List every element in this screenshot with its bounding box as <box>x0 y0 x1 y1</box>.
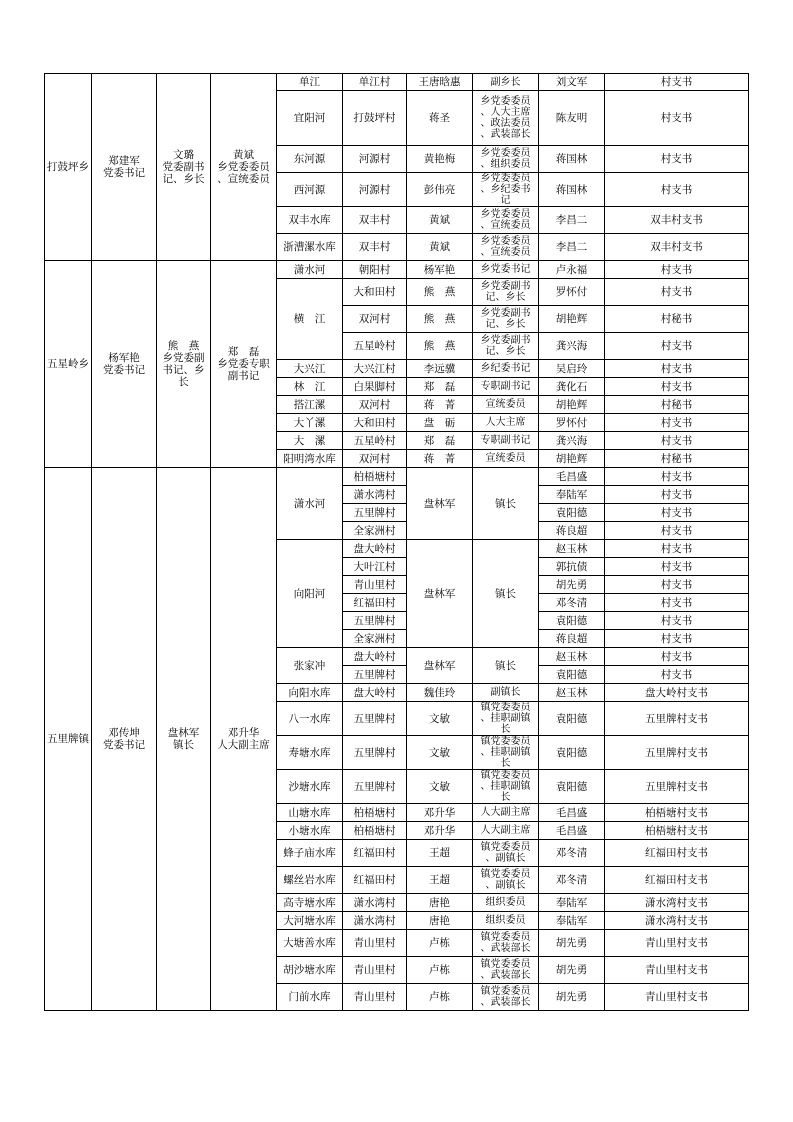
leader-cell: 文敏 <box>407 770 473 804</box>
leader-cell: 邓升华 <box>407 822 473 840</box>
village-cell: 红福田村 <box>343 867 407 894</box>
village-role-cell: 村秘书 <box>605 306 749 333</box>
village-person-cell: 袁阳德 <box>539 736 605 770</box>
reservoir-cell: 向阳河 <box>277 540 343 648</box>
village-role-cell: 五里牌村支书 <box>605 736 749 770</box>
reservoir-cell: 小塘水库 <box>277 822 343 840</box>
village-person-cell: 卢永福 <box>539 261 605 279</box>
town-name-cell: 五里牌镇 <box>45 468 92 1011</box>
leader-title-cell: 乡党委委员 、组织委员 <box>473 146 539 173</box>
town-deputy-cell: 熊 燕 乡党委副 书记、乡 长 <box>157 261 211 468</box>
village-cell: 五里牌村 <box>343 504 407 522</box>
village-cell: 青山里村 <box>343 984 407 1011</box>
village-cell: 五里牌村 <box>343 736 407 770</box>
village-role-cell: 村支书 <box>605 540 749 558</box>
leader-cell: 郑 磊 <box>407 432 473 450</box>
village-cell: 双河村 <box>343 306 407 333</box>
village-cell: 潇水湾村 <box>343 912 407 930</box>
leader-cell: 卢栋 <box>407 984 473 1011</box>
leader-title-cell: 镇党委委员 、挂职副镇 长 <box>473 736 539 770</box>
village-role-cell: 村支书 <box>605 594 749 612</box>
leader-cell: 邓升华 <box>407 804 473 822</box>
leader-cell: 盘林军 <box>407 540 473 648</box>
village-cell: 柏梧塘村 <box>343 468 407 486</box>
village-role-cell: 盘大岭村支书 <box>605 684 749 702</box>
town-name-cell: 打鼓坪乡 <box>45 74 92 261</box>
village-person-cell: 赵玉林 <box>539 684 605 702</box>
village-role-cell: 双丰村支书 <box>605 234 749 261</box>
leader-title-cell: 镇长 <box>473 648 539 684</box>
village-role-cell: 村支书 <box>605 666 749 684</box>
leader-title-cell: 副镇长 <box>473 684 539 702</box>
leader-cell: 彭伟亮 <box>407 173 473 207</box>
village-person-cell: 胡先勇 <box>539 984 605 1011</box>
village-cell: 大和田村 <box>343 279 407 306</box>
reservoir-cell: 大丫漯 <box>277 414 343 432</box>
reservoir-cell: 门前水库 <box>277 984 343 1011</box>
village-cell: 双河村 <box>343 396 407 414</box>
village-cell: 打鼓坪村 <box>343 91 407 146</box>
table-row <box>45 261 749 279</box>
town-deputy-cell: 文璐 党委副书 记、乡长 <box>157 74 211 261</box>
reservoir-cell: 宜阳河 <box>277 91 343 146</box>
leader-title-cell: 乡党委副书 记、乡长 <box>473 306 539 333</box>
leader-title-cell: 人大主席 <box>473 414 539 432</box>
reservoir-cell: 大 漯 <box>277 432 343 450</box>
village-person-cell: 奉陆军 <box>539 894 605 912</box>
village-cell: 五里牌村 <box>343 702 407 736</box>
village-person-cell: 袁阳德 <box>539 612 605 630</box>
leader-cell: 唐艳 <box>407 894 473 912</box>
reservoir-cell: 阳明湾水库 <box>277 450 343 468</box>
reservoir-cell: 八一水库 <box>277 702 343 736</box>
village-person-cell: 李昌二 <box>539 207 605 234</box>
village-person-cell: 袁阳德 <box>539 770 605 804</box>
leader-cell: 熊 燕 <box>407 279 473 306</box>
town-deputy2-cell: 黄斌 乡党委委员 、宣统委员 <box>211 74 277 261</box>
village-person-cell: 蒋良超 <box>539 630 605 648</box>
village-person-cell: 袁阳德 <box>539 702 605 736</box>
village-person-cell: 胡先勇 <box>539 930 605 957</box>
leader-title-cell: 镇党委委员 、武装部长 <box>473 930 539 957</box>
village-role-cell: 青山里村支书 <box>605 957 749 984</box>
leader-title-cell: 人大副主席 <box>473 804 539 822</box>
leader-title-cell: 组织委员 <box>473 912 539 930</box>
reservoir-cell: 潇水河 <box>277 468 343 540</box>
village-role-cell: 村支书 <box>605 261 749 279</box>
leader-title-cell: 镇党委委员 、副镇长 <box>473 840 539 867</box>
leader-cell: 王超 <box>407 840 473 867</box>
reservoir-cell: 山塘水库 <box>277 804 343 822</box>
village-person-cell: 龚兴海 <box>539 333 605 360</box>
village-role-cell: 村支书 <box>605 91 749 146</box>
village-cell: 河源村 <box>343 173 407 207</box>
village-role-cell: 五里牌村支书 <box>605 702 749 736</box>
town-deputy2-cell: 邓升华 人大副主席 <box>211 468 277 1011</box>
village-cell: 五里牌村 <box>343 666 407 684</box>
leader-title-cell: 乡党委委员 、宣统委员 <box>473 234 539 261</box>
village-cell: 全家洲村 <box>343 630 407 648</box>
village-person-cell: 龚兴海 <box>539 432 605 450</box>
village-person-cell: 李昌二 <box>539 234 605 261</box>
village-role-cell: 村支书 <box>605 486 749 504</box>
village-role-cell: 村支书 <box>605 378 749 396</box>
reservoir-cell: 胡沙塘水库 <box>277 957 343 984</box>
reservoir-cell: 蜂子庙水库 <box>277 840 343 867</box>
leader-title-cell: 副乡长 <box>473 74 539 91</box>
village-cell: 盘大岭村 <box>343 540 407 558</box>
town-deputy2-cell: 郑 磊 乡党委专职 副书记 <box>211 261 277 468</box>
reservoir-cell: 浙漕漯水库 <box>277 234 343 261</box>
leader-cell: 魏佳玲 <box>407 684 473 702</box>
village-role-cell: 村支书 <box>605 333 749 360</box>
village-role-cell: 村支书 <box>605 432 749 450</box>
village-cell: 红福田村 <box>343 594 407 612</box>
leader-title-cell: 镇党委委员 、武装部长 <box>473 984 539 1011</box>
leader-cell: 蒋圣 <box>407 91 473 146</box>
village-cell: 白果脚村 <box>343 378 407 396</box>
leader-cell: 黄艳梅 <box>407 146 473 173</box>
leader-cell: 蒋 菁 <box>407 450 473 468</box>
village-person-cell: 邓冬清 <box>539 867 605 894</box>
village-person-cell: 袁阳德 <box>539 504 605 522</box>
leader-title-cell: 人大副主席 <box>473 822 539 840</box>
village-cell: 柏梧塘村 <box>343 822 407 840</box>
reservoir-cell: 潇水河 <box>277 261 343 279</box>
village-cell: 盘大岭村 <box>343 684 407 702</box>
reservoir-cell: 大塘善水库 <box>277 930 343 957</box>
village-role-cell: 村支书 <box>605 504 749 522</box>
village-person-cell: 胡艳辉 <box>539 306 605 333</box>
village-cell: 潇水湾村 <box>343 894 407 912</box>
reservoir-cell: 向阳水库 <box>277 684 343 702</box>
village-cell: 大兴江村 <box>343 360 407 378</box>
reservoir-cell: 双丰水库 <box>277 207 343 234</box>
village-cell: 五星岭村 <box>343 333 407 360</box>
reservoir-cell: 螺丝岩水库 <box>277 867 343 894</box>
leader-cell: 蒋 菁 <box>407 396 473 414</box>
leader-title-cell: 镇党委委员 、挂职副镇 长 <box>473 702 539 736</box>
leader-title-cell: 专职副书记 <box>473 378 539 396</box>
village-role-cell: 青山里村支书 <box>605 984 749 1011</box>
village-role-cell: 村支书 <box>605 360 749 378</box>
village-cell: 柏梧塘村 <box>343 804 407 822</box>
town-deputy-cell: 盘林军 镇长 <box>157 468 211 1011</box>
village-person-cell: 赵玉林 <box>539 540 605 558</box>
leader-cell: 卢栋 <box>407 930 473 957</box>
village-person-cell: 毛昌盛 <box>539 468 605 486</box>
leader-title-cell: 乡纪委书记 <box>473 360 539 378</box>
village-role-cell: 村支书 <box>605 146 749 173</box>
town-secretary-cell: 郑建军 党委书记 <box>92 74 157 261</box>
village-role-cell: 村支书 <box>605 173 749 207</box>
village-cell: 大和田村 <box>343 414 407 432</box>
village-person-cell: 奉陆军 <box>539 912 605 930</box>
village-cell: 河源村 <box>343 146 407 173</box>
leader-cell: 唐艳 <box>407 912 473 930</box>
village-role-cell: 村支书 <box>605 74 749 91</box>
village-role-cell: 村支书 <box>605 576 749 594</box>
village-cell: 红福田村 <box>343 840 407 867</box>
village-cell: 五里牌村 <box>343 612 407 630</box>
leader-title-cell: 宣统委员 <box>473 450 539 468</box>
town-secretary-cell: 杨军艳 党委书记 <box>92 261 157 468</box>
village-role-cell: 双丰村支书 <box>605 207 749 234</box>
village-person-cell: 毛昌盛 <box>539 804 605 822</box>
village-cell: 潇水湾村 <box>343 486 407 504</box>
village-person-cell: 胡艳辉 <box>539 450 605 468</box>
village-role-cell: 村支书 <box>605 468 749 486</box>
leader-title-cell: 乡党委副书 记、乡长 <box>473 279 539 306</box>
village-person-cell: 胡先勇 <box>539 957 605 984</box>
leader-cell: 黄斌 <box>407 207 473 234</box>
leader-title-cell: 镇党委委员 、挂职副镇 长 <box>473 770 539 804</box>
village-role-cell: 村秘书 <box>605 396 749 414</box>
village-cell: 五星岭村 <box>343 432 407 450</box>
village-person-cell: 蒋良超 <box>539 522 605 540</box>
village-cell: 单江村 <box>343 74 407 91</box>
leader-cell: 李远骥 <box>407 360 473 378</box>
village-role-cell: 五里牌村支书 <box>605 770 749 804</box>
leader-title-cell: 镇党委委员 、武装部长 <box>473 957 539 984</box>
village-role-cell: 村秘书 <box>605 450 749 468</box>
village-person-cell: 陈友明 <box>539 91 605 146</box>
village-role-cell: 村支书 <box>605 279 749 306</box>
village-role-cell: 潇水湾村支书 <box>605 894 749 912</box>
leader-title-cell: 乡党委书记 <box>473 261 539 279</box>
leader-title-cell: 乡党委副书 记、乡长 <box>473 333 539 360</box>
village-person-cell: 罗怀付 <box>539 414 605 432</box>
village-role-cell: 红福田村支书 <box>605 840 749 867</box>
reservoir-responsibility-table <box>44 73 749 1011</box>
village-person-cell: 奉陆军 <box>539 486 605 504</box>
reservoir-cell: 东河源 <box>277 146 343 173</box>
reservoir-cell: 大兴江 <box>277 360 343 378</box>
village-cell: 青山里村 <box>343 957 407 984</box>
village-person-cell: 毛昌盛 <box>539 822 605 840</box>
reservoir-cell: 张家冲 <box>277 648 343 684</box>
reservoir-cell: 林 江 <box>277 378 343 396</box>
table-row <box>45 468 749 486</box>
leader-title-cell: 镇长 <box>473 468 539 540</box>
village-cell: 大叶江村 <box>343 558 407 576</box>
village-cell: 五里牌村 <box>343 770 407 804</box>
village-person-cell: 吴启玲 <box>539 360 605 378</box>
leader-cell: 盘林军 <box>407 648 473 684</box>
leader-title-cell: 镇长 <box>473 540 539 648</box>
village-person-cell: 赵玉林 <box>539 648 605 666</box>
reservoir-cell: 寿塘水库 <box>277 736 343 770</box>
village-person-cell: 邓冬清 <box>539 594 605 612</box>
village-person-cell: 胡先勇 <box>539 576 605 594</box>
town-name-cell: 五星岭乡 <box>45 261 92 468</box>
village-cell: 双丰村 <box>343 207 407 234</box>
reservoir-cell: 大河塘水库 <box>277 912 343 930</box>
village-person-cell: 邓冬清 <box>539 840 605 867</box>
village-role-cell: 柏梧塘村支书 <box>605 804 749 822</box>
village-person-cell: 罗怀付 <box>539 279 605 306</box>
village-cell: 双丰村 <box>343 234 407 261</box>
village-person-cell: 蒋国林 <box>539 146 605 173</box>
leader-cell: 黄斌 <box>407 234 473 261</box>
village-cell: 青山里村 <box>343 930 407 957</box>
leader-cell: 郑 磊 <box>407 378 473 396</box>
village-role-cell: 村支书 <box>605 630 749 648</box>
village-cell: 全家洲村 <box>343 522 407 540</box>
leader-title-cell: 乡党委委员 、人大主席 、政法委员 、武装部长 <box>473 91 539 146</box>
village-role-cell: 村支书 <box>605 612 749 630</box>
reservoir-cell: 沙塘水库 <box>277 770 343 804</box>
village-role-cell: 潇水湾村支书 <box>605 912 749 930</box>
village-person-cell: 郭抗债 <box>539 558 605 576</box>
village-role-cell: 村支书 <box>605 414 749 432</box>
reservoir-cell: 单江 <box>277 74 343 91</box>
town-secretary-cell: 邓传坤 党委书记 <box>92 468 157 1011</box>
village-role-cell: 村支书 <box>605 558 749 576</box>
leader-cell: 杨军艳 <box>407 261 473 279</box>
leader-title-cell: 宣统委员 <box>473 396 539 414</box>
leader-cell: 王唐晗惠 <box>407 74 473 91</box>
village-cell: 朝阳村 <box>343 261 407 279</box>
leader-cell: 盘 砺 <box>407 414 473 432</box>
leader-title-cell: 乡党委委员 、乡纪委书 记 <box>473 173 539 207</box>
leader-title-cell: 镇党委委员 、副镇长 <box>473 867 539 894</box>
reservoir-cell: 横 江 <box>277 279 343 360</box>
village-person-cell: 胡艳辉 <box>539 396 605 414</box>
village-role-cell: 村支书 <box>605 648 749 666</box>
reservoir-cell: 搭江漯 <box>277 396 343 414</box>
leader-cell: 卢栋 <box>407 957 473 984</box>
leader-cell: 王超 <box>407 867 473 894</box>
village-cell: 双河村 <box>343 450 407 468</box>
leader-cell: 熊 燕 <box>407 333 473 360</box>
table-row <box>45 74 749 91</box>
village-cell: 青山里村 <box>343 576 407 594</box>
leader-cell: 文敏 <box>407 702 473 736</box>
village-person-cell: 龚化石 <box>539 378 605 396</box>
leader-cell: 文敏 <box>407 736 473 770</box>
leader-title-cell: 专职副书记 <box>473 432 539 450</box>
reservoir-cell: 高寺塘水库 <box>277 894 343 912</box>
leader-cell: 熊 燕 <box>407 306 473 333</box>
village-cell: 盘大岭村 <box>343 648 407 666</box>
village-person-cell: 刘文军 <box>539 74 605 91</box>
leader-cell: 盘林军 <box>407 468 473 540</box>
village-role-cell: 柏梧塘村支书 <box>605 822 749 840</box>
village-role-cell: 村支书 <box>605 522 749 540</box>
reservoir-cell: 西河源 <box>277 173 343 207</box>
leader-title-cell: 乡党委委员 、宣统委员 <box>473 207 539 234</box>
village-person-cell: 袁阳德 <box>539 666 605 684</box>
village-role-cell: 红福田村支书 <box>605 867 749 894</box>
village-person-cell: 蒋国林 <box>539 173 605 207</box>
leader-title-cell: 组织委员 <box>473 894 539 912</box>
village-role-cell: 青山里村支书 <box>605 930 749 957</box>
